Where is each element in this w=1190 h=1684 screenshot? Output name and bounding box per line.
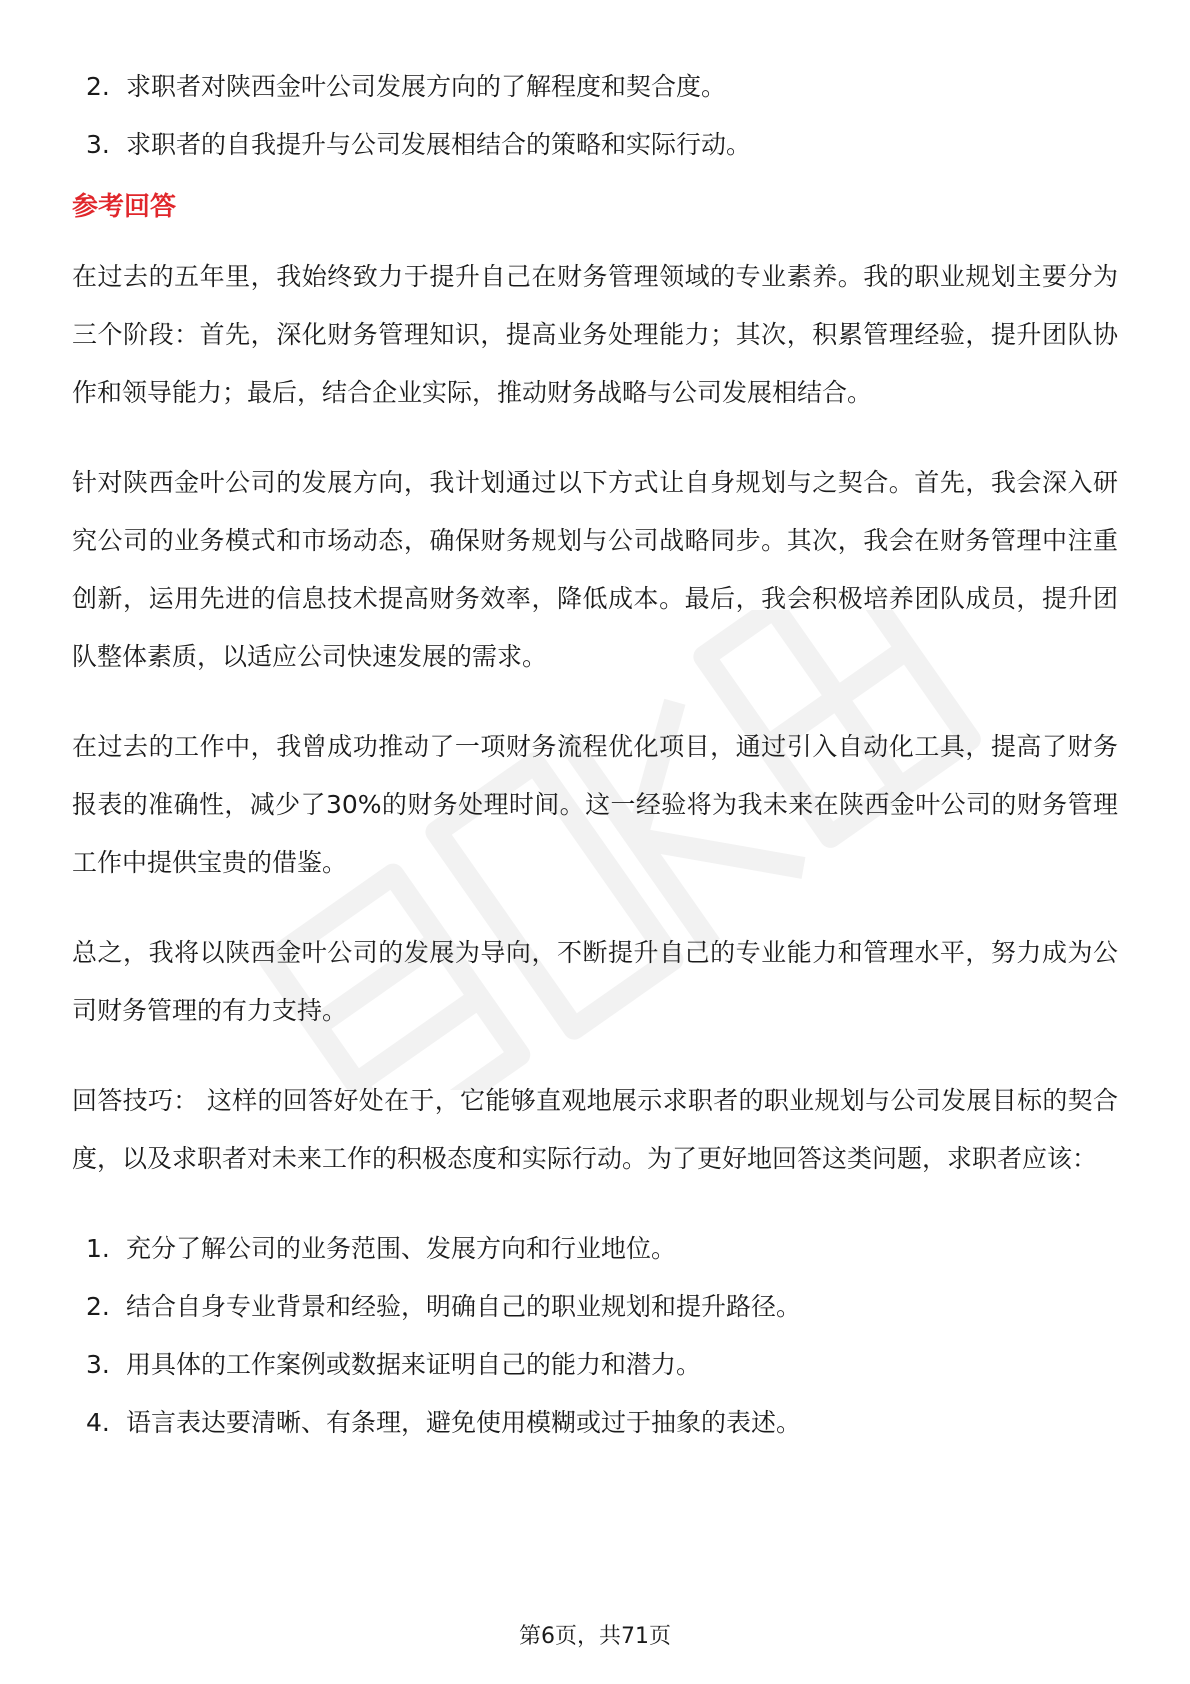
list-item <box>72 1278 1118 1336</box>
list-item-number: 3. <box>86 130 110 159</box>
paragraph: 在过去的工作中，我曾成功推动了一项财务流程优化项目，通过引入自动化工具，提高了财务报表的准确性，减少了30%的财务处理时间。这一经验将为我未来在陕西金叶公司的财务管理工作中提供宝贵的借鉴。 <box>72 732 1118 877</box>
section-heading: 参考回答 <box>72 192 177 222</box>
paragraph: 针对陕西金叶公司的发展方向，我计划通过以下方式让自身规划与之契合。首先，我会深入研究公司的业务模式和市场动态，确保财务规划与公司战略同步。其次，我会在财务管理中注重创新，运用先进的信息技术提高财务效率，降低成本。最后，我会积极培养团队成员，提升团队整体素质，以适应公司快速发展的需求。 <box>72 468 1118 671</box>
list-item-number: 1. <box>86 1234 110 1263</box>
tips-list <box>72 1220 1118 1452</box>
list-item-text: 求职者对陕西金叶公司发展方向的了解程度和契合度。 <box>126 72 727 101</box>
list-item-text: 结合自身专业背景和经验，明确自己的职业规划和提升路径。 <box>126 1292 802 1321</box>
list-item-number: 2. <box>86 1292 110 1321</box>
list-item <box>72 116 1118 174</box>
paragraph: 总之，我将以陕西金叶公司的发展为导向，不断提升自己的专业能力和管理水平，努力成为公司财务管理的有力支持。 <box>72 938 1118 1025</box>
list-item <box>72 1220 1118 1278</box>
requirements-list <box>72 58 1118 174</box>
paragraph: 在过去的五年里，我始终致力于提升自己在财务管理领域的专业素养。我的职业规划主要分为三个阶段：首先，深化财务管理知识，提高业务处理能力；其次，积累管理经验，提升团队协作和领导能力；最后，结合企业实际，推动财务战略与公司发展相结合。 <box>72 262 1118 407</box>
answer-tips-paragraph: 回答技巧： 这样的回答好处在于，它能够直观地展示求职者的职业规划与公司发展目标的契合度，以及求职者对未来工作的积极态度和实际行动。为了更好地回答这类问题，求职者应该： <box>72 1086 1118 1173</box>
list-item-number: 3. <box>86 1350 110 1379</box>
list-item-text: 语言表达要清晰、有条理，避免使用模糊或过于抽象的表述。 <box>126 1408 802 1437</box>
list-item-number: 4. <box>86 1408 110 1437</box>
list-item-number: 2. <box>86 72 110 101</box>
list-item <box>72 58 1118 116</box>
list-item-text: 求职者的自我提升与公司发展相结合的策略和实际行动。 <box>126 130 752 159</box>
content-area <box>72 58 1118 1452</box>
list-item-text: 充分了解公司的业务范围、发展方向和行业地位。 <box>126 1234 677 1263</box>
list-item <box>72 1336 1118 1394</box>
page-footer: 第6页，共71页 <box>519 1624 671 1649</box>
list-item <box>72 1394 1118 1452</box>
list-item-text: 用具体的工作案例或数据来证明自己的能力和潜力。 <box>126 1350 702 1379</box>
